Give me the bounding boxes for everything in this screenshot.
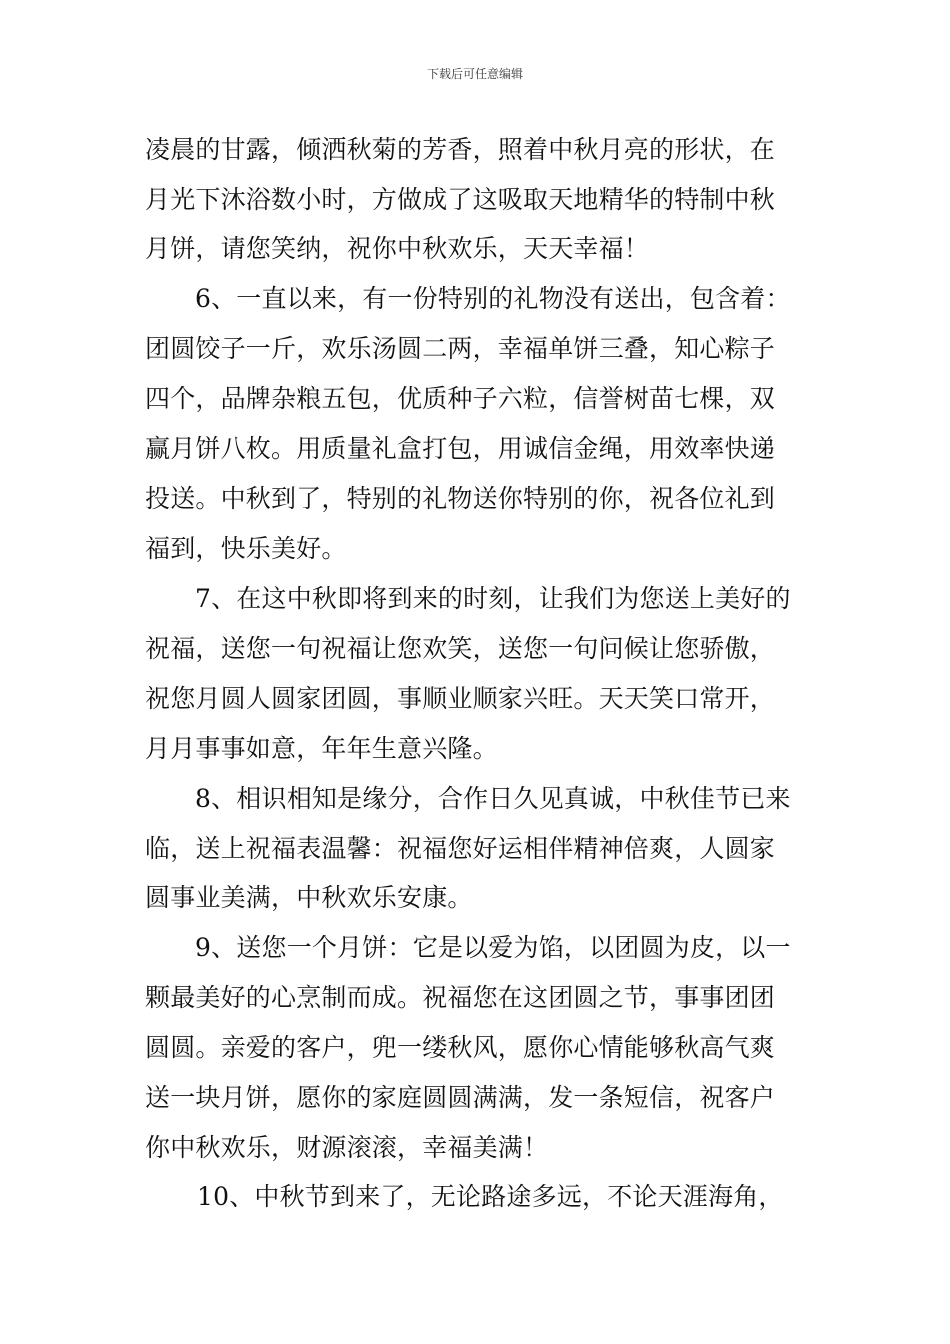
text-line: 团圆饺子一斤，欢乐汤圆二两，幸福单饼三叠，知心粽子 — [145, 334, 776, 363]
text-line: 7、在这中秋即将到来的时刻，让我们为您送上美好的 — [195, 584, 791, 613]
text-line: 月饼，请您笑纳，祝你中秋欢乐，天天幸福！ — [145, 234, 650, 263]
text-line: 祝您月圆人圆家团圆，事顺业顺家兴旺。天天笑口常开， — [145, 684, 776, 713]
text-line: 圆事业美满，中秋欢乐安康。 — [145, 883, 473, 912]
text-line: 赢月饼八枚。用质量礼盒打包，用诚信金绳，用效率快递 — [145, 434, 776, 463]
text-line: 月光下沐浴数小时，方做成了这吸取天地精华的特制中秋 — [145, 185, 776, 214]
text-line: 投送。中秋到了，特别的礼物送你特别的你，祝各位礼到 — [145, 484, 776, 513]
text-line: 临，送上祝福表温馨：祝福您好运相伴精神倍爽，人圆家 — [145, 834, 776, 863]
text-line: 10、中秋节到来了，无论路途多远，不论天涯海角， — [197, 1182, 784, 1211]
text-line: 送一块月饼，愿你的家庭圆圆满满，发一条短信，祝客户 — [145, 1083, 776, 1112]
page-header: 下载后可任意编辑 — [426, 67, 523, 81]
text-line: 8、相识相知是缘分，合作日久见真诚，中秋佳节已来 — [195, 784, 791, 813]
text-line: 四个，品牌杂粮五包，优质种子六粒，信誉树苗七棵，双 — [145, 384, 776, 413]
text-line: 圆圆。亲爱的客户，兜一缕秋风，愿你心情能够秋高气爽 — [145, 1033, 776, 1062]
text-line: 9、送您一个月饼：它是以爱为馅，以团圆为皮，以一 — [195, 933, 791, 962]
text-line: 凌晨的甘露，倾洒秋菊的芳香，照着中秋月亮的形状，在 — [145, 135, 776, 164]
text-line: 月月事事如意，年年生意兴隆。 — [145, 734, 498, 763]
text-line: 6、一直以来，有一份特别的礼物没有送出，包含着： — [195, 284, 791, 313]
text-line: 祝福，送您一句祝福让您欢笑，送您一句问候让您骄傲， — [145, 634, 776, 663]
text-line: 福到，快乐美好。 — [145, 534, 347, 563]
text-line: 颗最美好的心烹制而成。祝福您在这团圆之节，事事团团 — [145, 983, 776, 1012]
text-line: 你中秋欢乐，财源滚滚，幸福美满！ — [145, 1133, 549, 1162]
